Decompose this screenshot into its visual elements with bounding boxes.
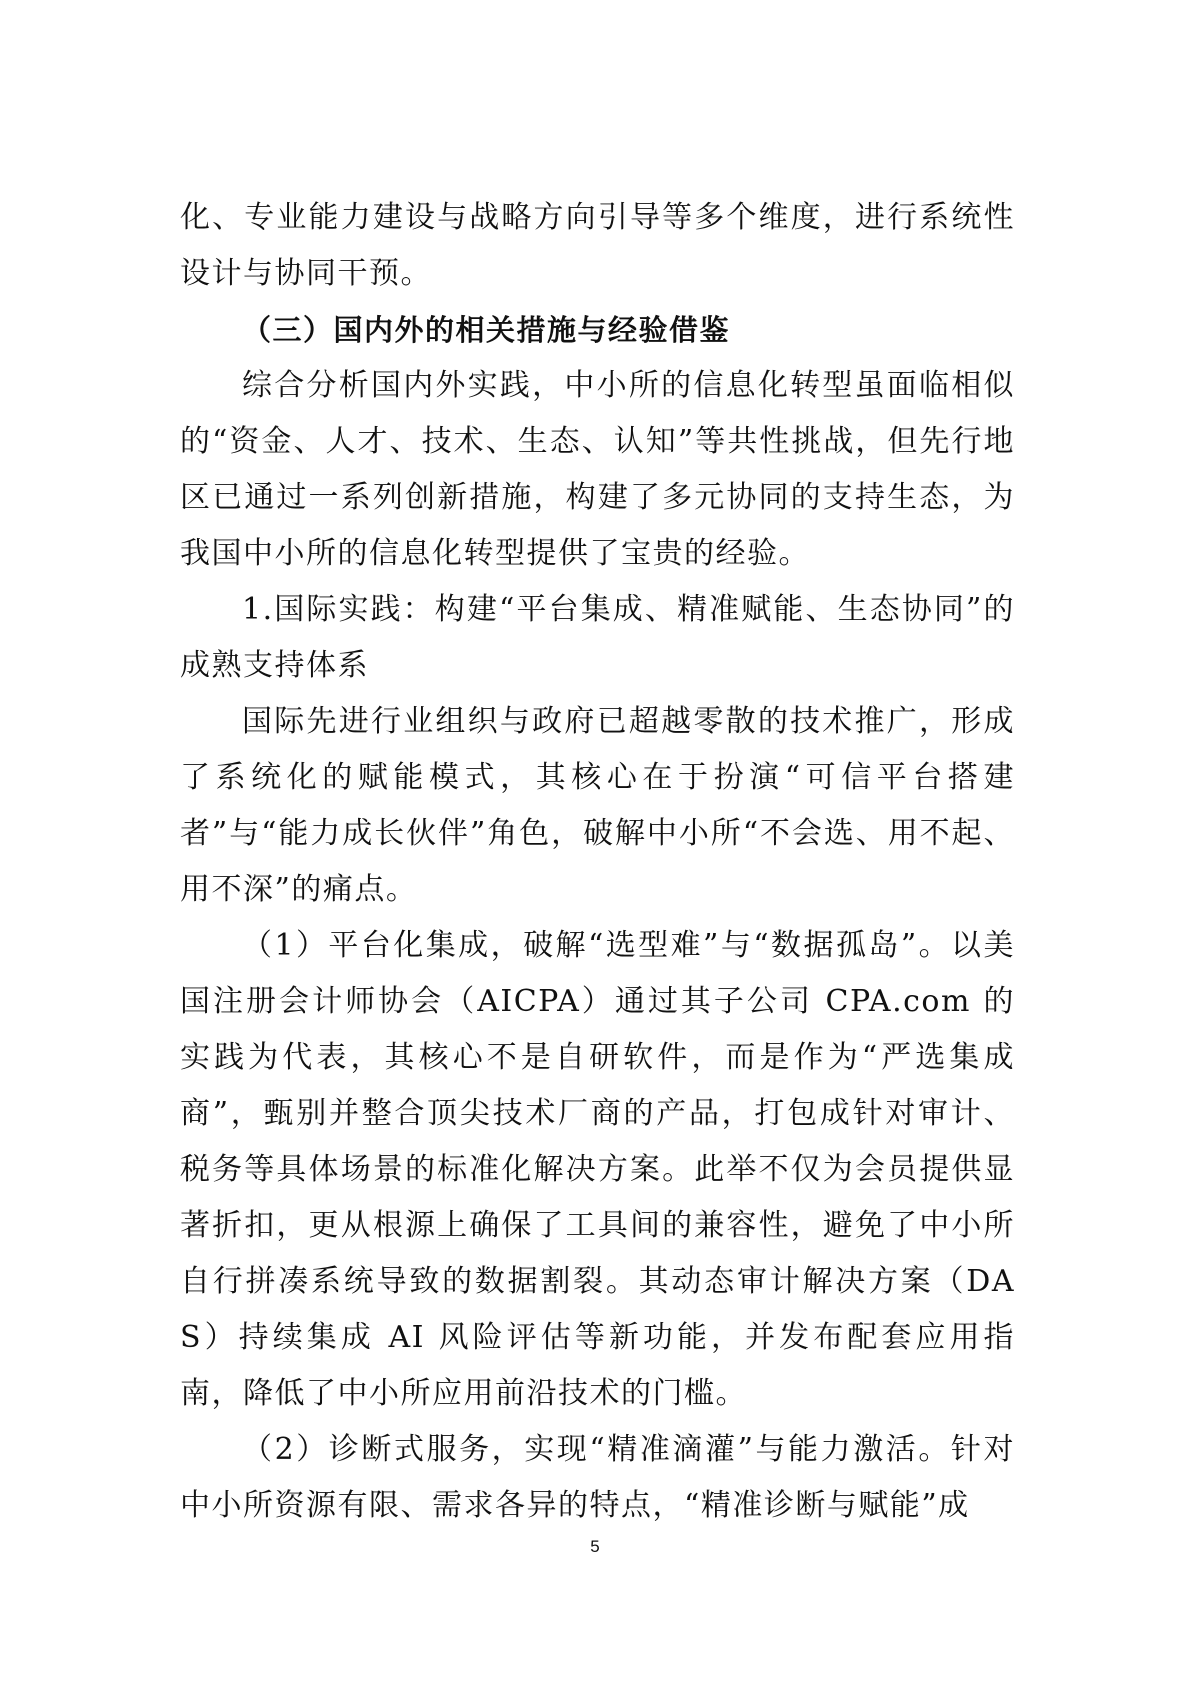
paragraph-summary: 综合分析国内外实践，中小所的信息化转型虽面临相似的“资金、人才、技术、生态、认知”等共性挑战，但先行地区已通过一系列创新措施，构建了多元协同的支持生态，为我国中小所的信息化转型提供了宝贵的经验。 [180,368,1015,571]
page-number: 5 [590,1537,600,1556]
subsection-heading-international: 1.国际实践：构建“平台集成、精准赋能、生态协同”的成熟支持体系 [180,592,1015,683]
paragraph-international-overview: 国际先进行业组织与政府已超越零散的技术推广，形成了系统化的赋能模式，其核心在于扮演“可信平台搭建者”与“能力成长伙伴”角色，破解中小所“不会选、用不起、用不深”的痛点。 [180,704,1015,907]
paragraph-continuation: 化、专业能力建设与战略方向引导等多个维度，进行系统性设计与协同干预。 [180,200,1015,291]
paragraph-platform-integration: （1）平台化集成，破解“选型难”与“数据孤岛”。以美国注册会计师协会（AICPA）通过其子公司 CPA.com 的实践为代表，其核心不是自研软件，而是作为“严选集成商”，甄别并整合顶尖技术厂商的产品，打包成针对审计、税务等具体场景的标准化解决方案。此举不仅为会员提供显著折扣，更从根源上确保了工具间的兼容性，避免了中小所自行拼凑系统导致的数据割裂。其动态审计解决方案（DAS）持续集成 AI 风险评估等新功能，并发布配套应用指南，降低了中小所应用前沿技术的门槛。 [180,928,1015,1411]
body-text [180,190,1015,1534]
section-heading: （三）国内外的相关措施与经验借鉴 [242,313,731,347]
paragraph-diagnostic-service: （2）诊断式服务，实现“精准滴灌”与能力激活。针对中小所资源有限、需求各异的特点，“精准诊断与赋能”成 [180,1432,1015,1523]
